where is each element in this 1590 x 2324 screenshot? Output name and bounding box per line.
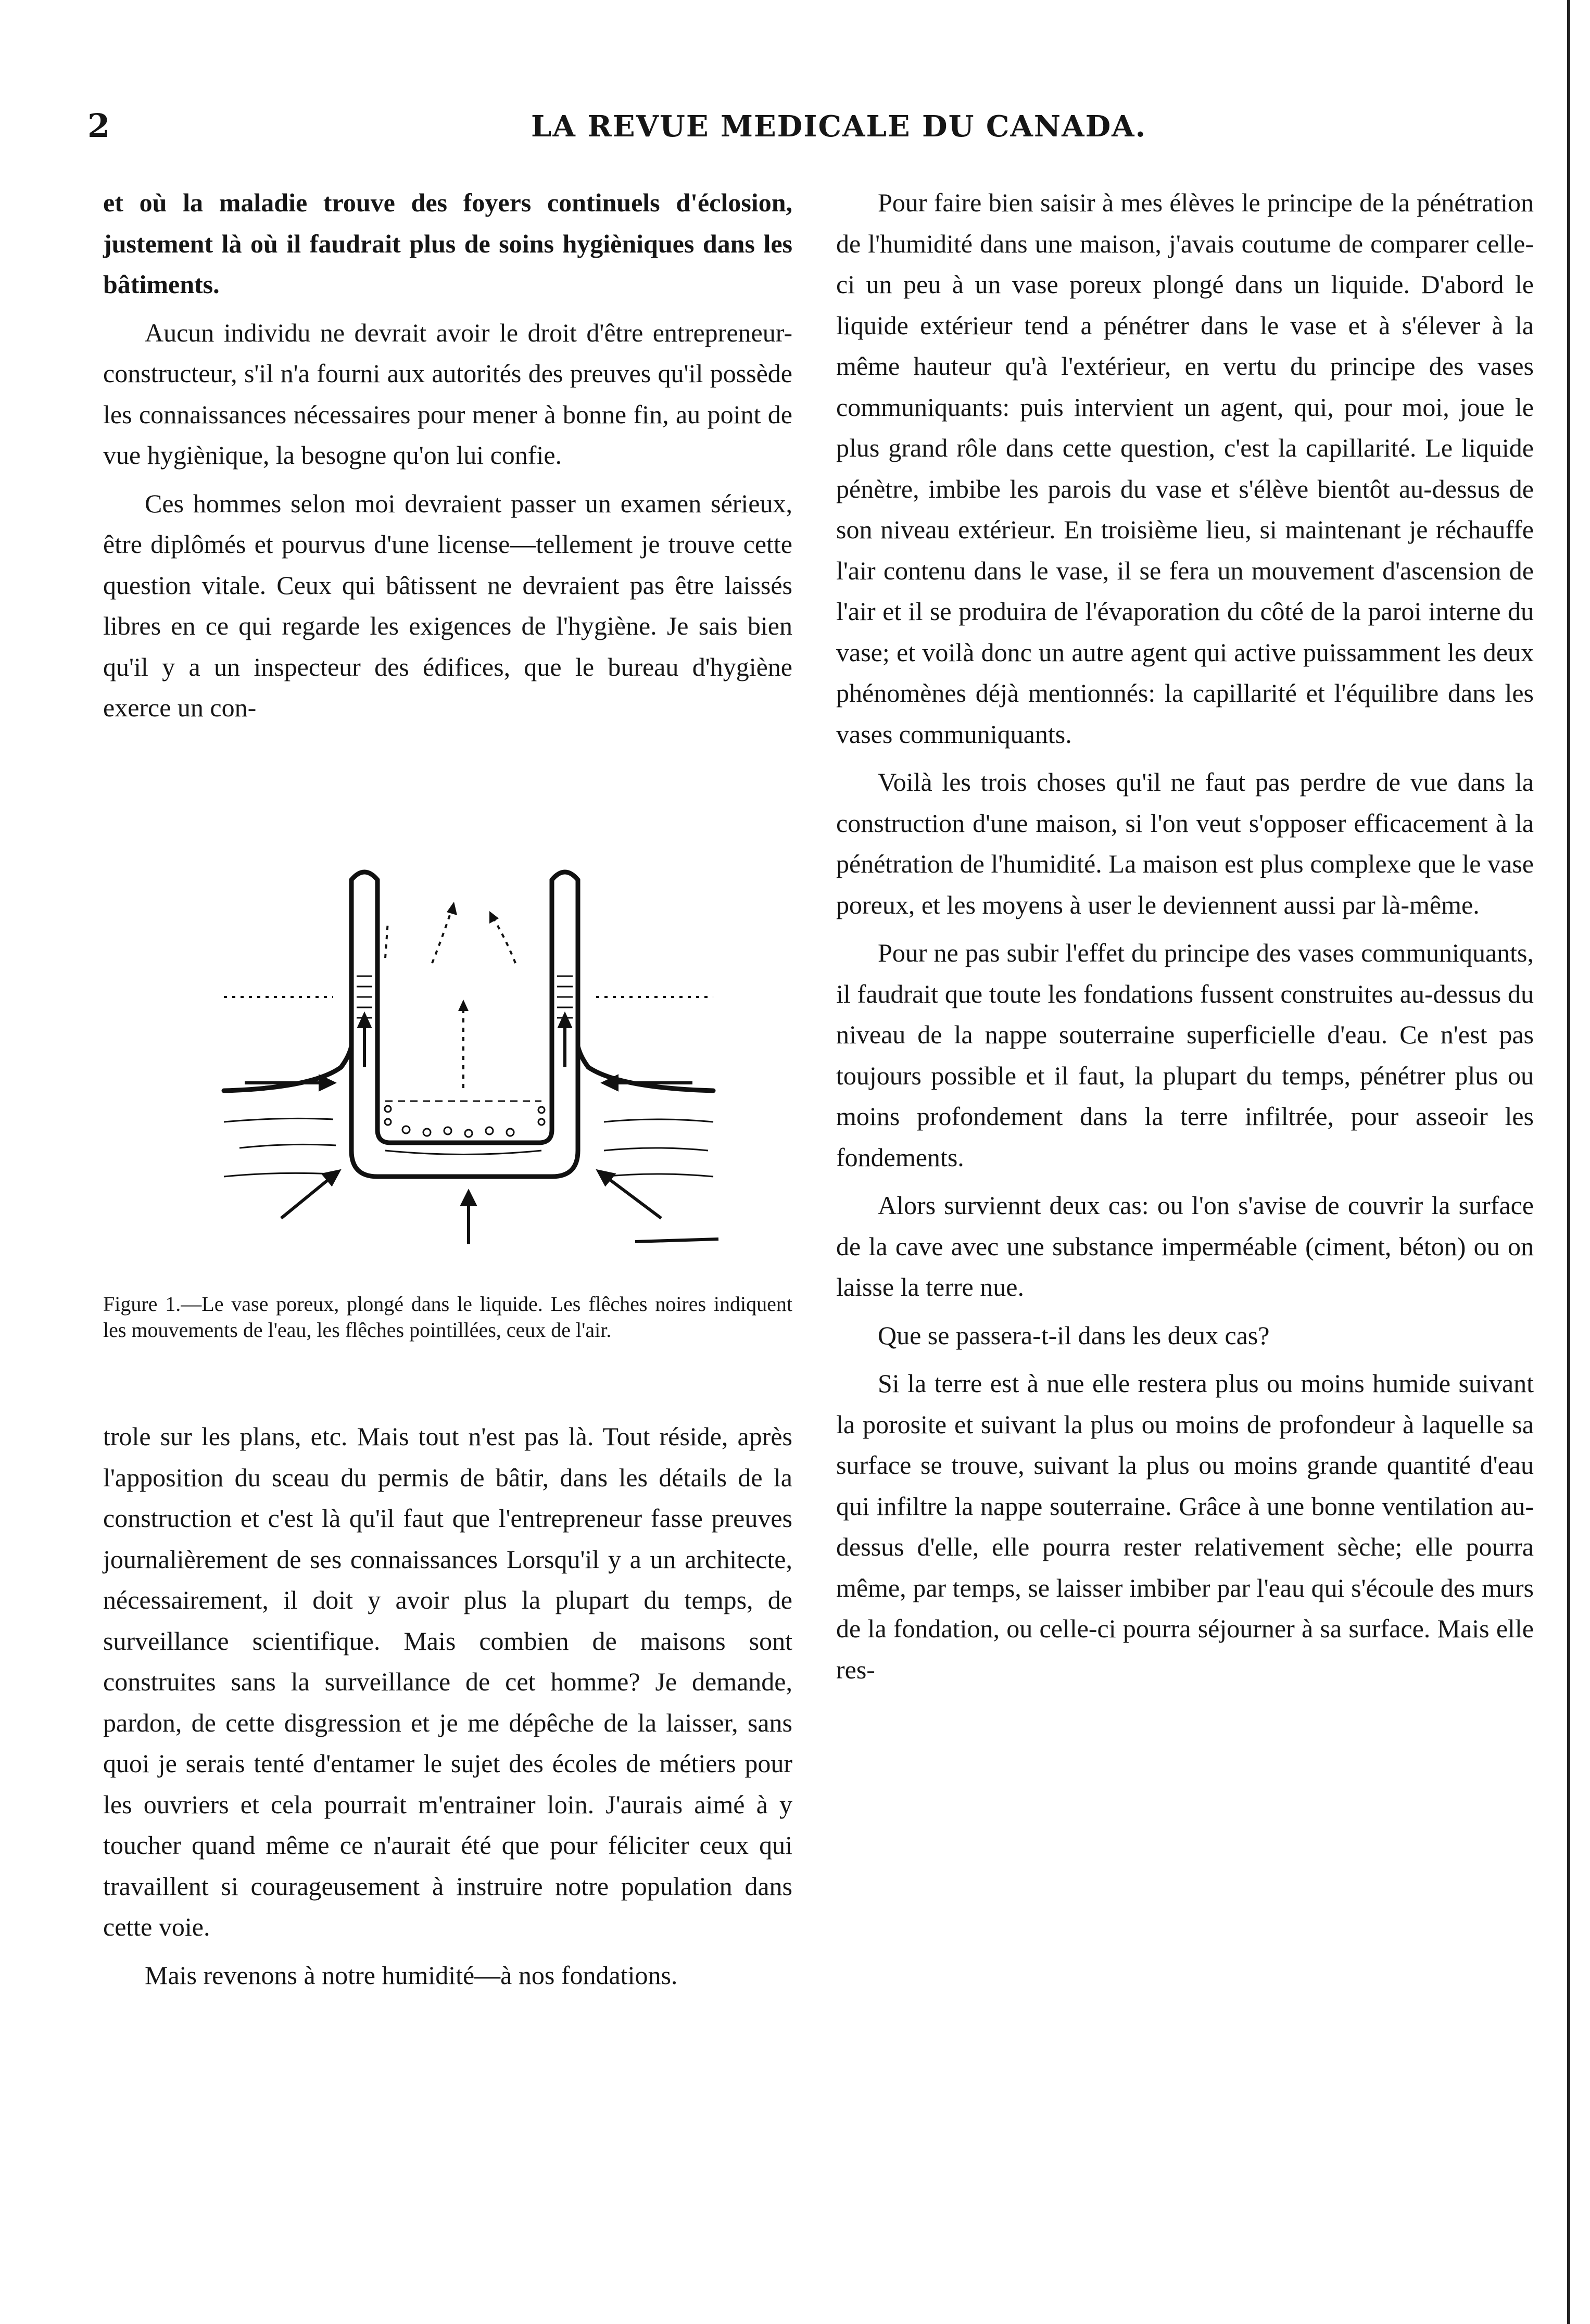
paragraph: Alors surviennt deux cas: ou l'on s'avise de couvrir la surface de la cave avec une substance imperméable (ciment, béton) ou on laisse la terre nue.: [836, 1191, 1534, 1302]
page-edge-rule: [1567, 0, 1570, 2324]
paragraph: Voilà les trois choses qu'il ne faut pas perdre de vue dans la construction d'une maison, si l'on veut s'opposer efficacement à la pénétration de l'humidité. La maison est plus complexe que le vase poreux, et les moyens à user le deviennent aussi par là-même.: [836, 767, 1534, 919]
paragraph: Mais revenons à notre humidité—à nos fondations.: [145, 1960, 678, 1990]
paragraph: Pour ne pas subir l'effet du principe des vases communiquants, il faudrait que toute les fondations fussent construites au-dessus du niveau de la nappe souterraine superficielle d'eau. Ce n'est pas toujours possible et il faut, la plupart du temps, pénétrer plus ou moins profondement dans la terre infiltrée, pour asseoir les fondements.: [836, 938, 1534, 1172]
journal-title: LA REVUE MEDICALE DU CANADA.: [531, 109, 1147, 144]
paragraph: Aucun individu ne devrait avoir le droit d'être entrepreneur-constructeur, s'il n'a fourni aux autorités des preuves qu'il possède les connaissances nécessaires pour mener à bonne fin, au point de vue hygiènique, la besogne qu'on lui confie.: [103, 318, 792, 470]
left-column-continued: [103, 1416, 792, 2003]
porous-vase-diagram: [208, 859, 729, 1249]
paragraph: trole sur les plans, etc. Mais tout n'est pas là. Tout réside, après l'apposition du sceau du permis de bâtir, dans les détails de la construction et c'est là qu'il faut que l'entrepreneur fasse preuves journalièrement de ses connaissances Lorsqu'il y a un architecte, nécessairement, il doit y avoir plus la plupart du temps, de surveillance scientifique. Mais combien de maisons sont construites sans la surveillance de cet homme? Je demande, pardon, de cette disgression et je me dépêche de la laisser, sans quoi je serais tenté d'entamer le sujet des écoles de métiers pour les ouvriers et cela pourrait m'entrainer loin. J'aurais aimé à y toucher quand même ce n'aurait été que pour féliciter ceux qui travaillent si courageusement à instruire notre population dans cette voie.: [103, 1422, 792, 1941]
paragraph: Si la terre est à nue elle restera plus ou moins humide suivant la porosite et suivant la plus ou moins de profondeur à laquelle sa surface se trouve, suivant la plus ou moins grande quantité d'eau qui infiltre la nappe souterraine. Grâce à une bonne ventilation au-dessus d'elle, elle pourra rester relativement sèche; elle pourra même, par temps, se laisser imbiber par l'eau qui s'écoule des murs de la fondation, ou celle-ci pourra séjourner à sa surface. Mais elle res-: [836, 1369, 1534, 1684]
caption-text: Figure 1.—Le vase poreux, plongé dans le liquide. Les flêches noires indiquent les mouvements de l'eau, les flêches pointillées, ceux de l'air.: [103, 1292, 792, 1342]
paragraph: Pour faire bien saisir à mes élèves le principe de la pénétration de l'humidité dans une maison, j'avais coutume de comparer celle-ci un peu à un vase poreux plongé dans un liquide. D'abord le liquide extérieur tend a pénétrer dans le vase et à s'élever à la même hauteur qu'à l'extérieur, en vertu du principe des vases communiquants: puis intervient un agent, qui, pour moi, joue le plus grand rôle dans cette question, c'est la capillarité. Le liquide pénètre, imbibe les parois du vase et s'élève bientôt au-dessus de son niveau extérieur. En troisième lieu, si maintenant je réchauffe l'air contenu dans le vase, il se fera un mouvement d'ascension de l'air et il se produira de l'évaporation du côté de la paroi interne du vase; et voilà donc un autre agent qui active puissamment les deux phénomènes déjà mentionnés: la capillarité et l'équilibre dans les vases communiquants.: [836, 188, 1534, 749]
paragraph: et où la maladie trouve des foyers continuels d'éclosion, justement là où il faudrait plus de soins hygièniques dans les bâtiments.: [103, 188, 792, 299]
paragraph: Ces hommes selon moi devraient passer un examen sérieux, être diplômés et pourvus d'une license—tellement je trouve cette question vitale. Ceux qui bâtissent ne devraient pas être laissés libres en ce qui regarde les exigences de l'hygiène. Je sais bien qu'il y a un inspecteur des édifices, que le bureau d'hygiène exerce un con-: [103, 488, 792, 722]
right-column: [836, 182, 1534, 1697]
page-number: 2: [87, 107, 110, 145]
left-column: [103, 182, 792, 736]
paragraph: Que se passera-t-il dans les deux cas?: [878, 1320, 1270, 1350]
figure-caption: [103, 1291, 792, 1343]
